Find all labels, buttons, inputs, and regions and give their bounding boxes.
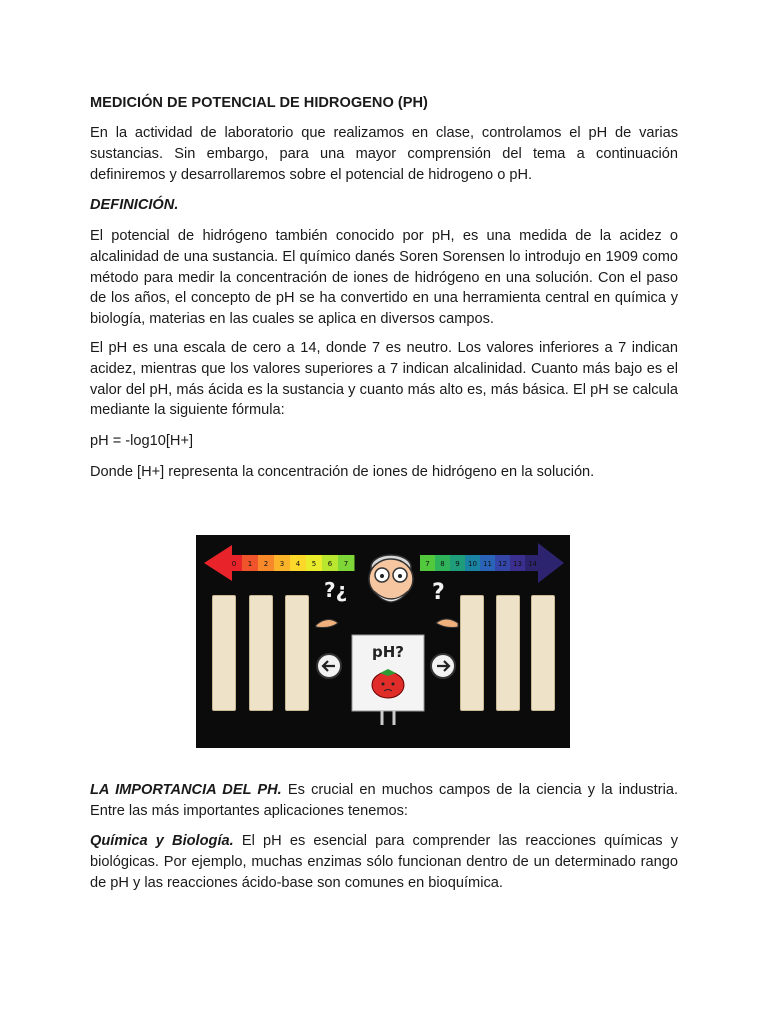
base-scale-label: 9 [455,560,460,568]
acid-scale-label: 4 [295,560,301,568]
base-scale-label: 8 [440,560,445,568]
base-scale-label: 12 [498,560,507,568]
formula-description: Donde [H+] representa la concentración de iones de hidrógeno en la solución. [90,464,595,480]
ph-formula: pH = -log10[H+] [90,433,194,449]
acid-scale-label: 6 [327,560,333,568]
definition-paragraph-1: El potencial de hidrógeno también conocido por pH, es una medida de la acidez o alcalinidad de una sustancia. El químico danés Soren Sorensen lo introdujo en 1909 como método para medir la concentración de iones de hidrógeno en una solución. Con el paso de los años, el concepto de pH se ha convertido en una herramienta central en química y biología, materias en las cuales se aplica en diversos campos. [90,228,678,328]
acid-scale-label: 2 [263,560,269,568]
test-tube-6 [531,595,555,711]
importance-paragraph [90,780,678,822]
test-tube-2 [249,595,273,711]
arrow-right-icon [431,654,455,678]
acid-scale-label: 0 [231,560,237,568]
importance-text: Es crucial en muchos campos de la ciencia y la industria. Entre las más importantes aplicaciones tenemos: [90,782,678,819]
left-hand-icon [316,619,338,627]
definition-heading: DEFINICIÓN. [90,197,179,213]
document-title: MEDICIÓN DE POTENCIAL DE HIDROGENO (PH) [90,95,428,111]
ph-question-card [352,635,424,725]
test-tube-1 [212,595,236,711]
base-scale-label: 10 [468,560,477,568]
acid-scale-label: 3 [279,560,285,568]
chemistry-biology-heading: Química y Biología. [90,833,234,849]
arrow-left-icon [317,654,341,678]
acid-scale-label: 5 [311,560,317,568]
base-arrow-head [538,543,564,583]
definition-paragraph-2: El pH es una escala de cero a 14, donde 7 es neutro. Los valores inferiores a 7 indican acidez, mientras que los valores superiores a 7 indican alcalinidad. Cuanto más bajo es el valor del pH, más ácida es la sustancia y cuanto más alto es, más básica. El pH se calcula mediante la siguiente fórmula: [90,340,678,419]
right-hand-icon [436,619,458,628]
acid-scale-label: 1 [247,560,253,568]
base-scale-label: 7 [425,560,430,568]
card-label: pH? [372,643,404,661]
base-scale-arrow [420,543,564,583]
chemistry-biology-text: El pH es esencial para comprender las reacciones químicas y biológicas. Por ejemplo, muchas enzimas sólo funcionan dentro de un determinado rango de pH y las reacciones ácido-base son comunes en bioquímica. [90,833,678,891]
intro-paragraph: En la actividad de laboratorio que realizamos en clase, controlamos el pH de varias sustancias. Sin embargo, para una mayor comprensión del tema a continuación definiremos y desarrollaremos sobre el potencial de hidrogeno o pH. [90,125,678,183]
question-mark-right: ? [432,580,445,605]
test-tube-3 [285,595,309,711]
ph-scale-illustration [196,535,570,748]
question-marks-left: ?¿ [324,578,348,602]
acid-scale-label: 7 [343,560,349,568]
base-scale-label: 11 [483,560,492,568]
test-tube-4 [460,595,484,711]
base-scale-label: 13 [513,560,522,568]
base-scale-label: 14 [528,560,537,568]
chemistry-biology-paragraph [90,831,678,893]
scientist-face-icon [369,555,413,602]
importance-heading: LA IMPORTANCIA DEL PH. [90,782,282,798]
acid-scale-arrow [204,545,355,581]
test-tube-5 [496,595,520,711]
